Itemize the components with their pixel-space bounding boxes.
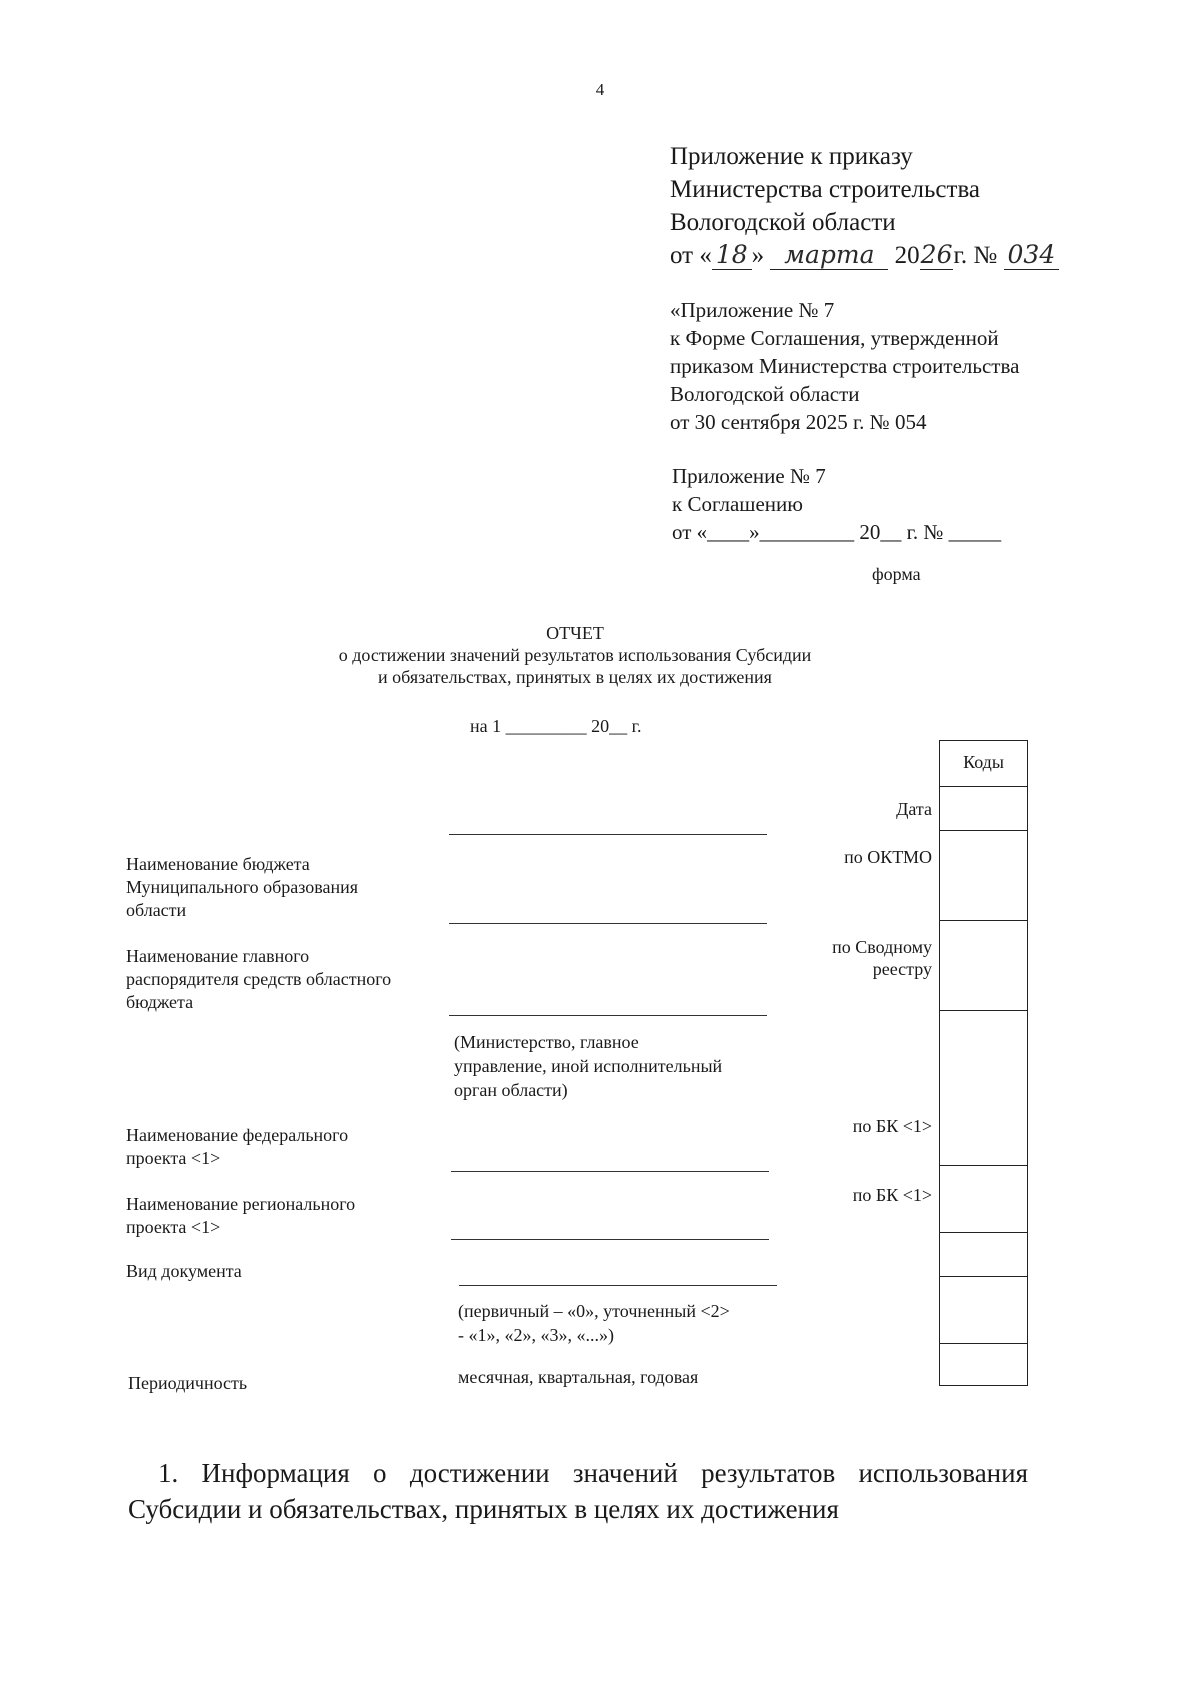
codes-label-registry-1: по Сводному (832, 937, 932, 957)
code-cell-oktmo[interactable] (940, 831, 1027, 921)
doc-type-note-1: (первичный – «0», уточненный <2> (458, 1301, 730, 1321)
approval-block (670, 140, 1059, 272)
report-title: ОТЧЕТ (546, 623, 604, 643)
code-cell-bk-federal[interactable] (940, 1011, 1027, 1166)
report-subtitle-2: и обязательствах, принятых в целях их достижения (378, 667, 772, 687)
manager-note-1: (Министерство, главное (454, 1032, 639, 1052)
approval-quote-close: » (751, 242, 765, 269)
manager-label-1: Наименование главного (126, 946, 310, 966)
code-cell-bk-regional[interactable] (940, 1166, 1027, 1233)
code-cell-periodicity[interactable] (940, 1344, 1027, 1386)
agreement-appendix-line-1: Приложение № 7 (672, 464, 826, 488)
budget-label-1: Наименование бюджета (126, 854, 310, 874)
federal-project-fill-line[interactable] (451, 1171, 769, 1172)
code-cell-doc-type[interactable] (940, 1233, 1027, 1277)
approval-number: 034 (1004, 241, 1060, 270)
federal-project-label-2: проекта <1> (126, 1148, 221, 1168)
approval-line-3: Вологодской области (670, 209, 896, 236)
previous-appendix-line-3: приказом Министерства строительства (670, 354, 1020, 378)
report-title-block (0, 622, 1150, 688)
regional-project-label-1: Наименование регионального (126, 1194, 356, 1214)
previous-appendix-line-5: от 30 сентября 2025 г. № 054 (670, 410, 927, 434)
codes-header: Коды (940, 741, 1027, 787)
codes-table (939, 740, 1028, 1386)
approval-year-prefix: 20 (894, 242, 920, 269)
budget-label-2: Муниципального образования (126, 877, 359, 897)
manager-note (454, 1030, 722, 1102)
doc-type-note (458, 1299, 730, 1347)
report-subtitle-1: о достижении значений результатов использования Субсидии (338, 645, 812, 665)
regional-project-label (126, 1193, 355, 1239)
code-cell-date[interactable] (940, 787, 1027, 831)
manager-label (126, 945, 391, 1014)
codes-label-oktmo: по ОКТМО (844, 847, 932, 867)
codes-label-registry (832, 936, 932, 980)
codes-label-bk-regional: по БК <1> (852, 1185, 932, 1205)
codes-label-bk-federal: по БК <1> (852, 1116, 932, 1136)
form-label: форма (872, 564, 921, 584)
code-cell-doc-type-extra[interactable] (940, 1277, 1027, 1344)
manager-fill-line[interactable] (449, 1015, 767, 1016)
regional-project-fill-line[interactable] (451, 1239, 769, 1240)
previous-appendix-block (670, 296, 1019, 436)
approval-month: марта (770, 241, 888, 270)
federal-project-label-1: Наименование федерального (126, 1125, 349, 1145)
agreement-appendix-line-2: к Соглашению (672, 492, 803, 516)
manager-note-2: управление, иной исполнительный (454, 1056, 723, 1076)
periodicity-value: месячная, квартальная, годовая (458, 1367, 699, 1387)
section-1-heading (128, 1455, 1028, 1527)
approval-line-2: Министерства строительства (670, 176, 981, 203)
agreement-appendix-line-3: от «____»_________ 20__ г. № _____ (672, 520, 1002, 544)
manager-label-2: распорядителя средств областного (126, 969, 392, 989)
federal-project-label (126, 1124, 348, 1170)
code-cell-registry[interactable] (940, 921, 1027, 1011)
page-number: 4 (595, 80, 605, 99)
previous-appendix-line-2: к Форме Соглашения, утвержденной (670, 326, 999, 350)
section-1-line-1: 1. Информация о достижении значений результатов использования (158, 1458, 1028, 1488)
periodicity-label: Периодичность (128, 1373, 248, 1393)
codes-label-registry-2: реестру (872, 959, 932, 979)
budget-fill-line[interactable] (449, 923, 767, 924)
approval-from-prefix: от « (670, 242, 712, 269)
manager-note-3: орган области) (454, 1080, 568, 1100)
report-date-line: на 1 _________ 20__ г. (470, 716, 642, 736)
approval-day: 18 (712, 241, 752, 270)
approval-year-suffix: 26 (920, 240, 953, 269)
previous-appendix-line-4: Вологодской области (670, 382, 860, 406)
doc-type-fill-line[interactable] (459, 1285, 777, 1286)
section-1-line-2: Субсидии и обязательствах, принятых в целях их достижения (128, 1494, 839, 1524)
budget-label-3: области (126, 900, 187, 920)
budget-label (126, 853, 358, 922)
doc-type-note-2: - «1», «2», «3», «...») (458, 1325, 614, 1345)
approval-line-1: Приложение к приказу (670, 143, 913, 170)
agreement-appendix-block (672, 462, 1001, 546)
fill-line-date (449, 834, 767, 835)
approval-date-line (670, 239, 1059, 272)
codes-label-date: Дата (896, 799, 932, 819)
manager-label-3: бюджета (126, 992, 194, 1012)
regional-project-label-2: проекта <1> (126, 1217, 221, 1237)
previous-appendix-line-1: «Приложение № 7 (670, 298, 835, 322)
approval-year-after: г. № (953, 242, 998, 269)
doc-type-label: Вид документа (126, 1261, 242, 1281)
